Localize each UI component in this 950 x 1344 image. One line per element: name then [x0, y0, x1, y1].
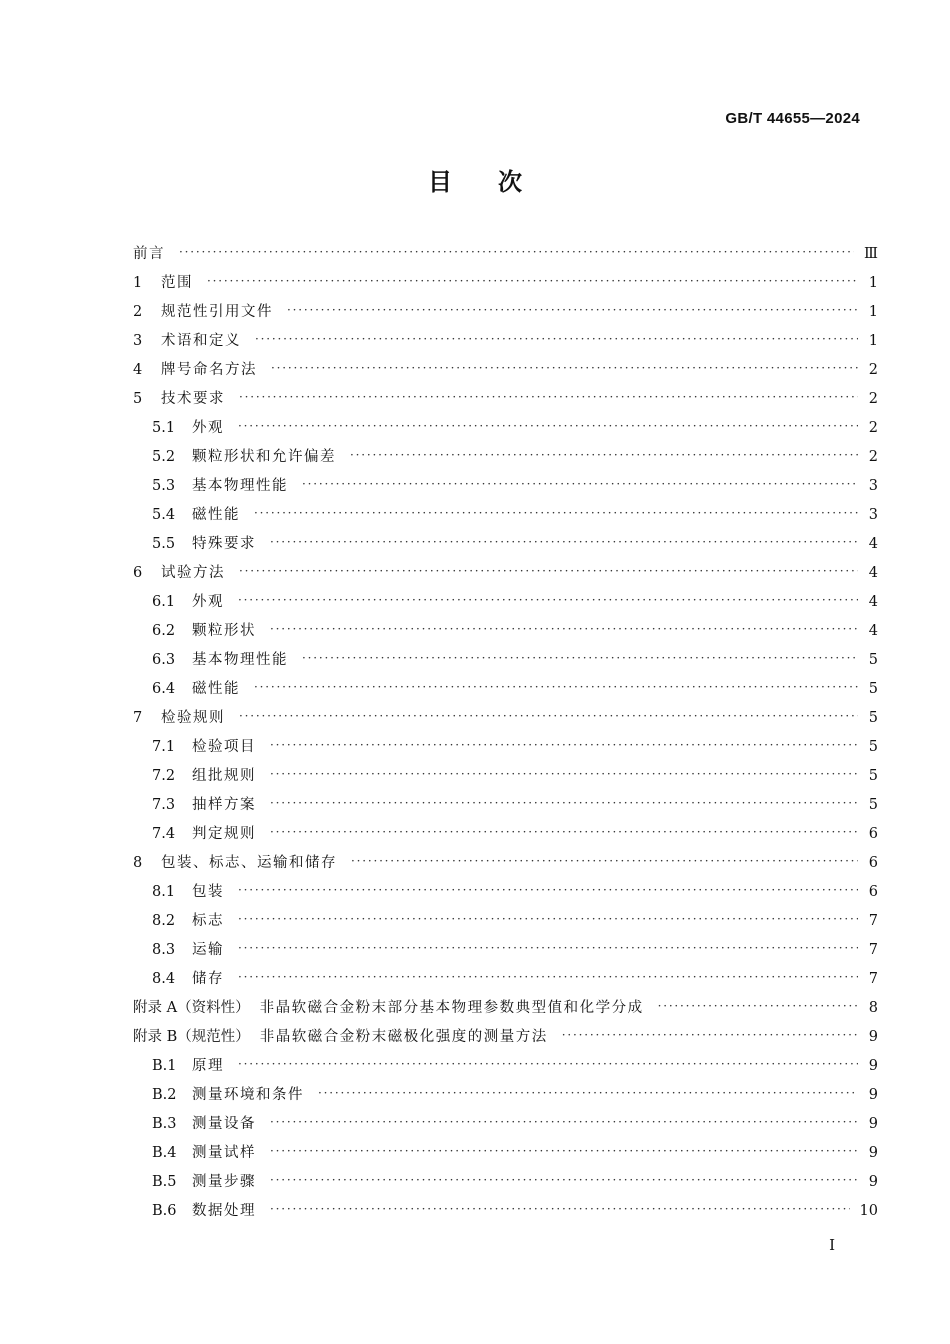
toc-entry[interactable] — [133, 965, 878, 994]
toc-dot-leader — [658, 994, 858, 1023]
toc-entry-number: B.1 — [152, 1058, 177, 1074]
toc-entry-page: 3 — [868, 507, 878, 523]
toc-entry-page: 9 — [868, 1087, 878, 1103]
toc-dot-leader — [270, 617, 858, 646]
toc-entry[interactable] — [133, 704, 878, 733]
toc-entry-page: 9 — [868, 1174, 878, 1190]
toc-dot-leader — [238, 588, 858, 617]
toc-entry[interactable] — [133, 878, 878, 907]
toc-entry[interactable] — [133, 588, 878, 617]
toc-entry-number: 5 — [133, 391, 143, 407]
toc-dot-leader — [179, 240, 854, 269]
toc-entry-label: 非晶软磁合金粉末部分基本物理参数典型值和化学分成 — [259, 1000, 644, 1016]
toc-entry[interactable] — [133, 1197, 878, 1226]
toc-entry-label: 范围 — [161, 275, 193, 291]
toc-entry[interactable] — [133, 994, 878, 1023]
toc-entry[interactable] — [133, 327, 878, 356]
toc-entry[interactable] — [133, 356, 878, 385]
toc-entry[interactable] — [133, 530, 878, 559]
toc-entry-label: 原理 — [192, 1058, 224, 1074]
toc-entry-label: 外观 — [192, 594, 224, 610]
toc-entry-page: 9 — [868, 1116, 878, 1132]
toc-entry[interactable] — [133, 1110, 878, 1139]
toc-dot-leader — [270, 1139, 858, 1168]
toc-entry-label: 技术要求 — [161, 391, 225, 407]
toc-entry-page: 4 — [868, 623, 878, 639]
toc-entry-label: 前言 — [133, 246, 165, 262]
toc-entry-number: 6.2 — [152, 623, 176, 639]
toc-entry[interactable] — [133, 559, 878, 588]
toc-dot-leader — [238, 1052, 858, 1081]
toc-entry[interactable] — [133, 443, 878, 472]
toc-entry-label: 检验项目 — [192, 739, 256, 755]
toc-entry-number: 6.3 — [152, 652, 176, 668]
toc-entry-page: 7 — [868, 942, 878, 958]
toc-dot-leader — [238, 936, 858, 965]
toc-entry-number: 8 — [133, 855, 143, 871]
page-number: Ⅰ — [829, 1236, 835, 1254]
toc-entry-number: 7 — [133, 710, 143, 726]
toc-entry[interactable] — [133, 1168, 878, 1197]
toc-entry-label: 抽样方案 — [192, 797, 256, 813]
toc-entry-number: 6.1 — [152, 594, 176, 610]
toc-dot-leader — [270, 530, 858, 559]
toc-dot-leader — [302, 472, 858, 501]
toc-entry-page: 6 — [868, 855, 878, 871]
toc-entry-number: 5.2 — [152, 449, 176, 465]
toc-dot-leader — [351, 849, 858, 878]
toc-dot-leader — [271, 356, 858, 385]
toc-entry-number: 5.5 — [152, 536, 176, 552]
toc-entry-number: B.2 — [152, 1087, 177, 1103]
toc-entry[interactable] — [133, 472, 878, 501]
toc-entry-number: 5.1 — [152, 420, 176, 436]
toc-entry-number: B.3 — [152, 1116, 177, 1132]
toc-dot-leader — [270, 762, 858, 791]
toc-entry-page: Ⅲ — [864, 246, 878, 262]
toc-entry-page: 4 — [868, 594, 878, 610]
toc-entry-label: 规范性引用文件 — [161, 304, 273, 320]
toc-entry-label: 标志 — [192, 913, 224, 929]
toc-dot-leader — [238, 965, 858, 994]
toc-entry-label: 数据处理 — [192, 1203, 256, 1219]
toc-dot-leader — [254, 675, 858, 704]
toc-entry-label: 颗粒形状和允许偏差 — [192, 449, 336, 465]
toc-dot-leader — [207, 269, 858, 298]
toc-entry-label: 特殊要求 — [192, 536, 256, 552]
toc-entry-label: 判定规则 — [192, 826, 256, 842]
toc-dot-leader — [270, 1110, 858, 1139]
toc-dot-leader — [238, 878, 858, 907]
toc-entry-number: 2 — [133, 304, 143, 320]
standard-code: GB/T 44655—2024 — [725, 110, 860, 127]
toc-entry-label: 包装、标志、运输和储存 — [161, 855, 337, 871]
toc-entry-label: 测量试样 — [192, 1145, 256, 1161]
toc-entry-page: 5 — [868, 652, 878, 668]
toc-entry-number: 8.4 — [152, 971, 176, 987]
toc-dot-leader — [239, 385, 858, 414]
toc-entry-page: 4 — [868, 565, 878, 581]
toc-entry-page: 4 — [868, 536, 878, 552]
toc-entry[interactable] — [133, 733, 878, 762]
toc-entry-page: 1 — [868, 275, 878, 291]
toc-entry-page: 5 — [868, 797, 878, 813]
toc-entry-label: 磁性能 — [192, 507, 240, 523]
toc-entry-page: 5 — [868, 710, 878, 726]
toc-dot-leader — [238, 414, 858, 443]
toc-entry-number: 8.3 — [152, 942, 176, 958]
toc-entry[interactable] — [133, 646, 878, 675]
toc-entry-number: 5.3 — [152, 478, 176, 494]
toc-entry-page: 2 — [868, 420, 878, 436]
toc-entry-label: 测量设备 — [192, 1116, 256, 1132]
toc-entry-page: 7 — [868, 913, 878, 929]
toc-entry-page: 7 — [868, 971, 878, 987]
toc-entry[interactable] — [133, 1139, 878, 1168]
toc-entry-number: 7.4 — [152, 826, 176, 842]
toc-entry-label: 颗粒形状 — [192, 623, 256, 639]
toc-entry-page: 5 — [868, 739, 878, 755]
toc-entry-page: 2 — [868, 391, 878, 407]
toc-entry-label: 牌号命名方法 — [161, 362, 257, 378]
toc-entry-label: 基本物理性能 — [192, 652, 288, 668]
toc-entry-page: 10 — [859, 1203, 878, 1219]
toc-entry[interactable] — [133, 849, 878, 878]
toc-dot-leader — [270, 1168, 858, 1197]
toc-dot-leader — [238, 907, 858, 936]
toc-entry-number: 3 — [133, 333, 143, 349]
toc-entry[interactable] — [133, 617, 878, 646]
toc-entry-page: 1 — [868, 333, 878, 349]
toc-entry-label: 基本物理性能 — [192, 478, 288, 494]
toc-entry[interactable] — [133, 1081, 878, 1110]
toc-entry[interactable] — [133, 1052, 878, 1081]
toc-entry-label: 试验方法 — [161, 565, 225, 581]
toc-entry-page: 9 — [868, 1058, 878, 1074]
toc-dot-leader — [254, 501, 858, 530]
page-title: 目次 — [428, 168, 568, 196]
toc-entry-number: B.4 — [152, 1145, 177, 1161]
toc-entry[interactable] — [133, 907, 878, 936]
toc-entry[interactable] — [133, 240, 878, 269]
toc-dot-leader — [270, 820, 858, 849]
toc-entry-label: 包装 — [192, 884, 224, 900]
toc-dot-leader — [318, 1081, 858, 1110]
toc-dot-leader — [255, 327, 858, 356]
toc-dot-leader — [302, 646, 858, 675]
toc-entry[interactable] — [133, 791, 878, 820]
toc-entry-page: 6 — [868, 884, 878, 900]
toc-entry[interactable] — [133, 298, 878, 327]
toc-entry-label: 术语和定义 — [161, 333, 241, 349]
toc-entry-label: 测量环境和条件 — [192, 1087, 304, 1103]
toc-entry-page: 8 — [868, 1000, 878, 1016]
toc-entry-number: 附录 B（规范性） — [133, 1029, 250, 1045]
toc-entry-number: 8.2 — [152, 913, 176, 929]
toc-entry-page: 2 — [868, 362, 878, 378]
toc-entry-number: B.6 — [152, 1203, 177, 1219]
toc-entry[interactable] — [133, 385, 878, 414]
toc-entry-number: 4 — [133, 362, 143, 378]
toc-entry-label: 运输 — [192, 942, 224, 958]
toc-entry-number: 7.2 — [152, 768, 176, 784]
toc-entry-label: 磁性能 — [192, 681, 240, 697]
toc-entry-page: 5 — [868, 681, 878, 697]
toc-dot-leader — [239, 704, 858, 733]
toc-dot-leader — [562, 1023, 858, 1052]
toc-entry-label: 储存 — [192, 971, 224, 987]
toc-entry[interactable] — [133, 501, 878, 530]
toc-entry-number: 7.3 — [152, 797, 176, 813]
toc-entry-page: 5 — [868, 768, 878, 784]
toc-entry[interactable] — [133, 820, 878, 849]
toc-entry-number: 7.1 — [152, 739, 176, 755]
toc-entry-number: 6 — [133, 565, 143, 581]
toc-entry-label: 非晶软磁合金粉末磁极化强度的测量方法 — [259, 1029, 548, 1045]
toc-entry-page: 9 — [868, 1145, 878, 1161]
toc-dot-leader — [270, 733, 858, 762]
toc-entry[interactable] — [133, 269, 878, 298]
toc-entry-number: 1 — [133, 275, 143, 291]
toc-dot-leader — [239, 559, 858, 588]
toc-dot-leader — [350, 443, 858, 472]
toc-entry[interactable] — [133, 1023, 878, 1052]
toc-entry[interactable] — [133, 675, 878, 704]
toc-entry-number: 8.1 — [152, 884, 176, 900]
toc-entry-page: 3 — [868, 478, 878, 494]
toc-entry-page: 9 — [868, 1029, 878, 1045]
toc-entry[interactable] — [133, 936, 878, 965]
toc-entry-label: 组批规则 — [192, 768, 256, 784]
toc-dot-leader — [270, 1197, 850, 1226]
toc-entry-page: 1 — [868, 304, 878, 320]
toc-entry[interactable] — [133, 762, 878, 791]
toc-entry[interactable] — [133, 414, 878, 443]
toc-entry-number: B.5 — [152, 1174, 177, 1190]
toc-entry-label: 外观 — [192, 420, 224, 436]
toc-entry-label: 检验规则 — [161, 710, 225, 726]
toc-dot-leader — [287, 298, 858, 327]
toc-entry-page: 2 — [868, 449, 878, 465]
toc-entry-number: 5.4 — [152, 507, 176, 523]
toc-entry-page: 6 — [868, 826, 878, 842]
toc-entry-label: 测量步骤 — [192, 1174, 256, 1190]
toc-dot-leader — [270, 791, 858, 820]
toc-entry-number: 6.4 — [152, 681, 176, 697]
table-of-contents — [133, 240, 878, 1226]
toc-entry-number: 附录 A（资料性） — [133, 1000, 250, 1016]
